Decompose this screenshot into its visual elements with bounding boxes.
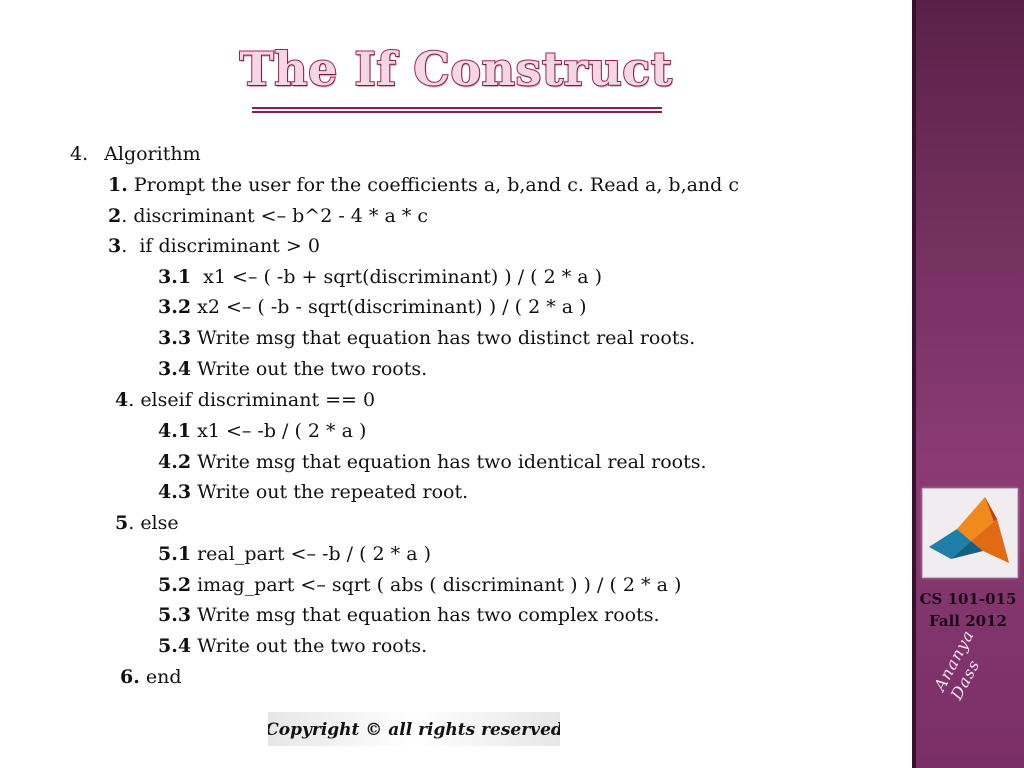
step-text: Write msg that equation has two identical real roots. xyxy=(191,451,707,473)
step-text: Write msg that equation has two complex roots. xyxy=(191,604,660,626)
copyright-stamp xyxy=(268,712,560,746)
step-line xyxy=(108,174,739,196)
step-number: 3 xyxy=(108,235,122,257)
step-text: end xyxy=(139,666,182,688)
step-number: 3.3 xyxy=(158,327,192,349)
step-text: . elseif discriminant == 0 xyxy=(128,389,376,411)
step-text: . discriminant <– b^2 - 4 * a * c xyxy=(121,205,429,227)
step-line xyxy=(158,296,587,318)
matlab-logo-icon xyxy=(922,488,1018,578)
step-line xyxy=(115,389,375,411)
step-line xyxy=(108,235,320,257)
step-line xyxy=(158,451,707,473)
step-text: . if discriminant > 0 xyxy=(121,235,320,257)
step-number: 4.3 xyxy=(158,481,192,503)
step-line xyxy=(158,635,427,657)
title-underline xyxy=(252,107,662,113)
step-number: 2 xyxy=(108,205,122,227)
step-text: Write msg that equation has two distinct real roots. xyxy=(191,327,696,349)
course-code: CS 101-015 xyxy=(919,590,1017,608)
step-text: Prompt the user for the coefficients a, b,and c. Read a, b,and c xyxy=(127,174,740,196)
step-number: 5 xyxy=(115,512,129,534)
slide-title: The If Construct xyxy=(239,42,673,96)
step-line xyxy=(158,574,681,596)
step-number: 3.2 xyxy=(158,296,192,318)
step-line xyxy=(158,543,431,565)
step-number: 5.3 xyxy=(158,604,192,626)
step-text: Write out the two roots. xyxy=(191,635,428,657)
step-line xyxy=(158,266,602,288)
copyright-graphic xyxy=(268,712,560,746)
step-text: Write out the two roots. xyxy=(191,358,428,380)
step-text: imag_part <– sqrt ( abs ( discriminant ) ) / ( 2 * a ) xyxy=(191,574,682,596)
step-line xyxy=(115,512,179,534)
heading-line xyxy=(70,143,201,165)
copyright-text: Copyright © all rights reserved xyxy=(268,720,560,740)
step-text: real_part <– -b / ( 2 * a ) xyxy=(191,543,432,565)
course-term: Fall 2012 xyxy=(929,612,1007,630)
step-number: 4.1 xyxy=(158,420,192,442)
step-line xyxy=(158,358,427,380)
step-line xyxy=(158,327,695,349)
step-number: 3.4 xyxy=(158,358,192,380)
heading-number: 4. xyxy=(70,143,89,165)
step-number: 6. xyxy=(120,666,140,688)
step-text: x1 <– -b / ( 2 * a ) xyxy=(191,420,367,442)
step-number: 1. xyxy=(108,174,128,196)
step-line xyxy=(158,420,366,442)
step-number: 5.1 xyxy=(158,543,192,565)
step-line xyxy=(120,666,182,688)
heading-text: Algorithm xyxy=(104,143,201,165)
step-number: 4.2 xyxy=(158,451,192,473)
author-signature: Ananya Dass xyxy=(930,626,984,703)
step-text: . else xyxy=(128,512,179,534)
step-number: 4 xyxy=(115,389,129,411)
step-number: 5.2 xyxy=(158,574,192,596)
step-line xyxy=(158,604,660,626)
step-text: Write out the repeated root. xyxy=(191,481,469,503)
step-text: x2 <– ( -b - sqrt(discriminant) ) / ( 2 * a ) xyxy=(191,296,587,318)
step-number: 3.1 xyxy=(158,266,192,288)
step-line xyxy=(108,205,428,227)
step-text: x1 <– ( -b + sqrt(discriminant) ) / ( 2 * a ) xyxy=(191,266,603,288)
step-number: 5.4 xyxy=(158,635,192,657)
matlab-logo-graphic xyxy=(923,489,1017,577)
step-line xyxy=(158,481,468,503)
sidebar-edge xyxy=(912,0,916,768)
